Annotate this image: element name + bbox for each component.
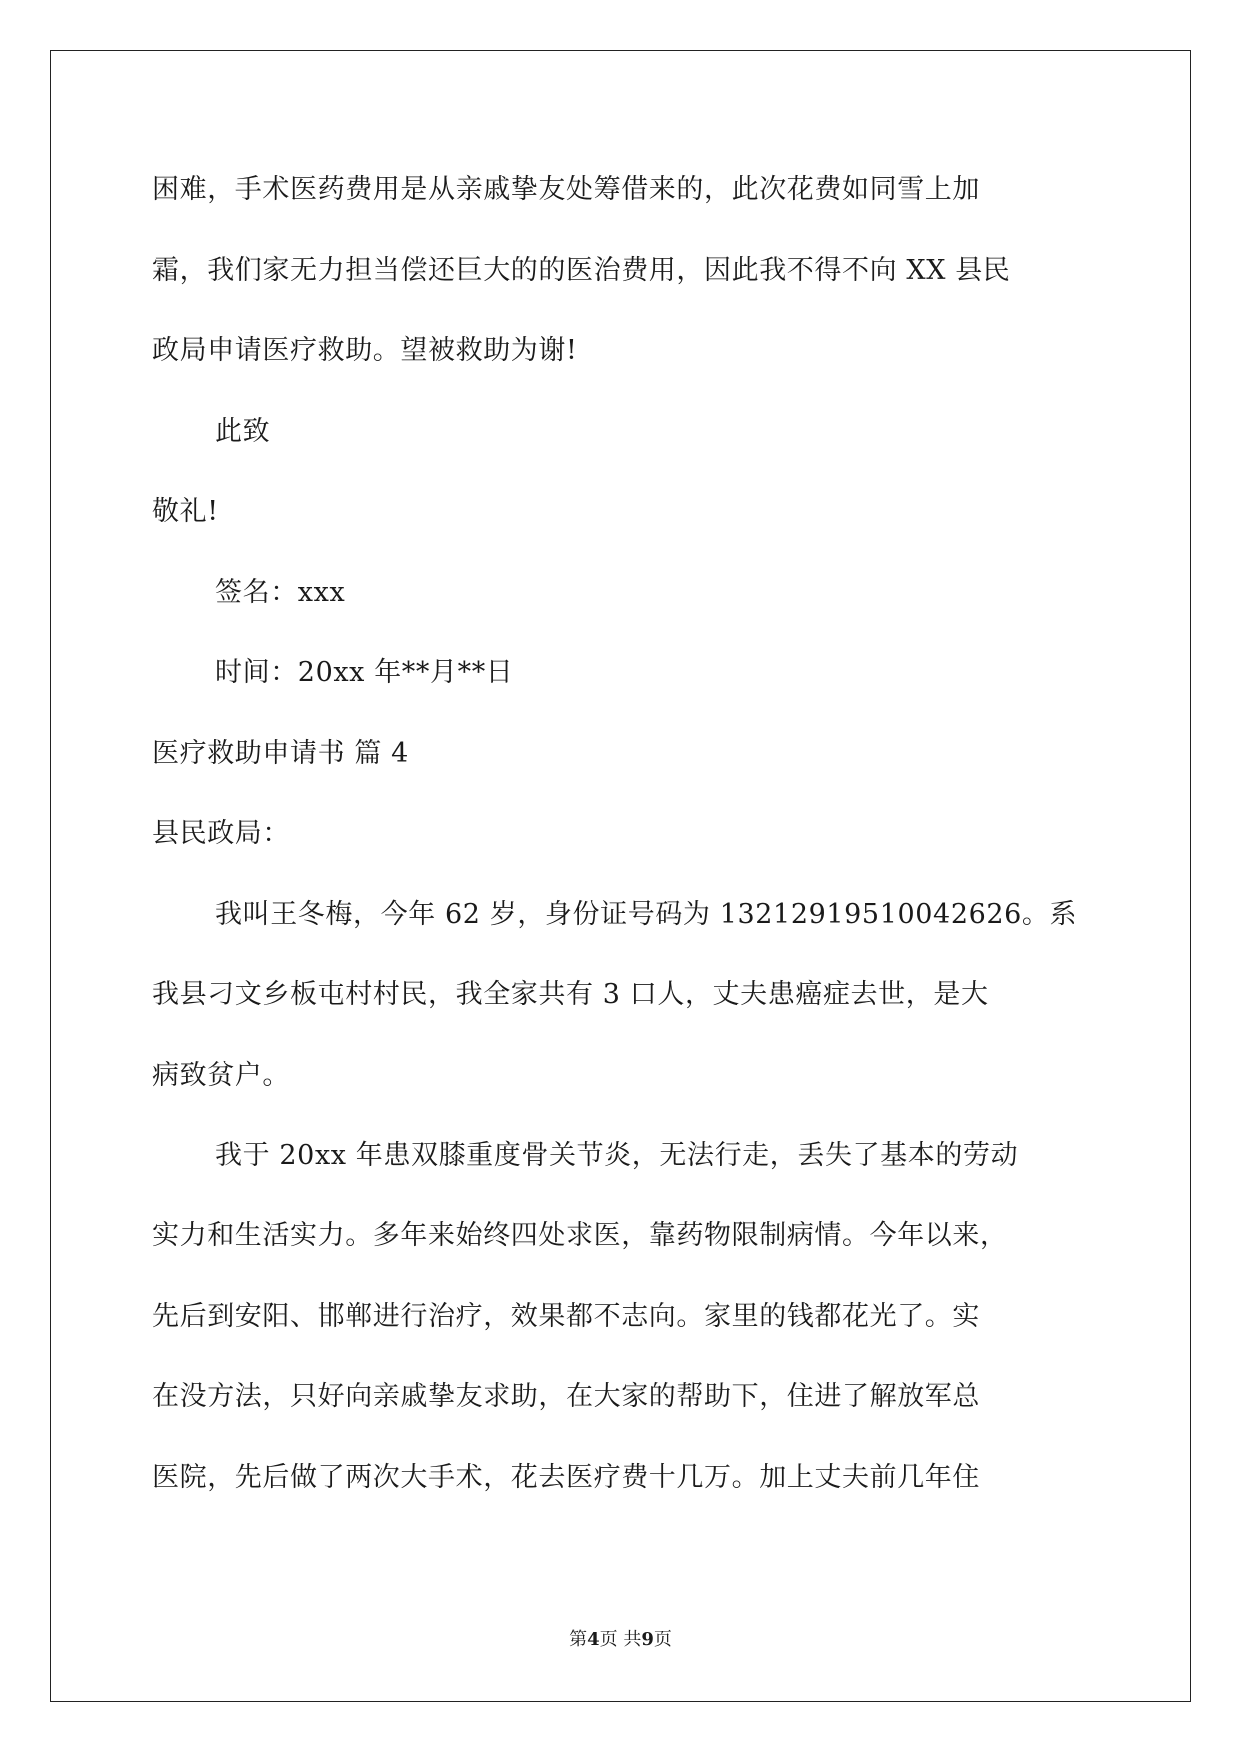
text-line: 政局申请医疗救助。望被救助为谢! xyxy=(152,335,578,366)
footer-prefix: 第 xyxy=(569,1629,588,1650)
text-line: 霜，我们家无力担当偿还巨大的的医治费用，因此我不得不向 XX 县民 xyxy=(152,255,1011,286)
page-footer xyxy=(0,1628,1241,1652)
text-line: 在没方法，只好向亲戚挚友求助，在大家的帮助下，住进了解放军总 xyxy=(152,1381,980,1412)
text-line: 病致贫户。 xyxy=(152,1060,290,1091)
date-line: 时间：20xx 年**月**日 xyxy=(215,657,514,688)
page-border xyxy=(50,50,1191,1702)
addressee: 县民政局： xyxy=(152,818,290,849)
text-line: 我叫王冬梅，今年 62 岁，身份证号码为 13212919510042626。系 xyxy=(215,899,1078,930)
text-line: 我于 20xx 年患双膝重度骨关节炎，无法行走，丢失了基本的劳动 xyxy=(215,1140,1019,1171)
section-heading: 医疗救助申请书 篇 4 xyxy=(152,738,409,769)
text-line: 医院，先后做了两次大手术，花去医疗费十几万。加上丈夫前几年住 xyxy=(152,1462,980,1493)
footer-total-pages: 9 xyxy=(641,1629,654,1650)
text-line: 困难，手术医药费用是从亲戚挚友处筹借来的，此次花费如同雪上加 xyxy=(152,174,980,205)
footer-suffix: 页 xyxy=(653,1629,672,1650)
text-line: 我县刁文乡板屯村村民，我全家共有 3 口人，丈夫患癌症去世，是大 xyxy=(152,979,989,1010)
text-line: 先后到安阳、邯郸进行治疗，效果都不志向。家里的钱都花光了。实 xyxy=(152,1301,980,1332)
text-line: 实力和生活实力。多年来始终四处求医，靠药物限制病情。今年以来， xyxy=(152,1220,1008,1251)
closing-regards: 敬礼! xyxy=(152,496,219,527)
footer-middle: 页 共 xyxy=(599,1629,642,1650)
signature-line: 签名：xxx xyxy=(215,577,346,608)
closing-salutation: 此致 xyxy=(215,416,271,447)
footer-current-page: 4 xyxy=(587,1629,600,1650)
